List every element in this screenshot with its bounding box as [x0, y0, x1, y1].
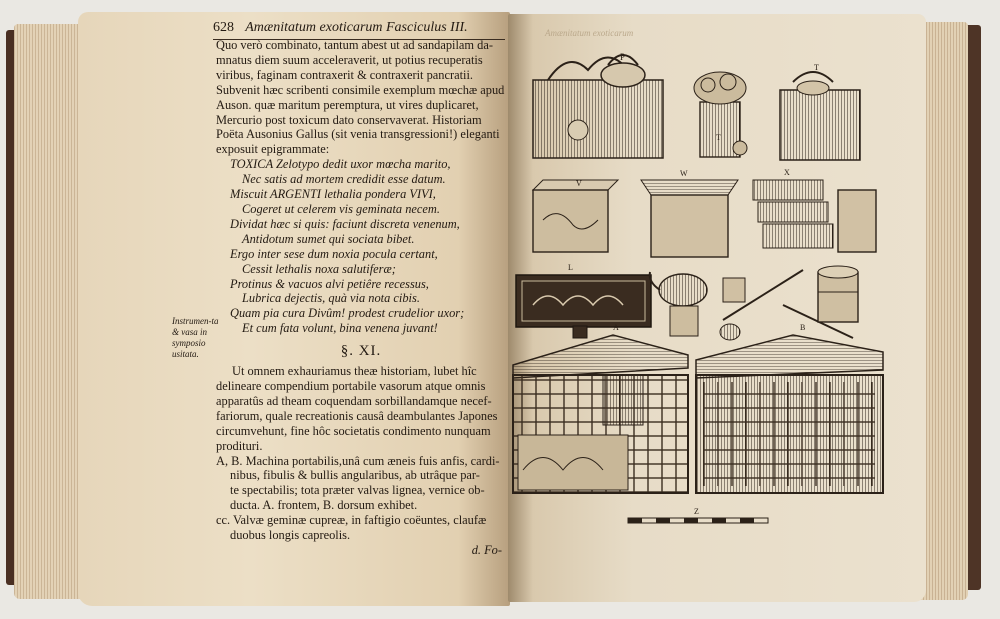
- text-line: delineare compendium portabile vasorum atque omnis: [216, 379, 486, 394]
- open-box-illustration: [641, 169, 738, 257]
- canister-illustration: [818, 266, 858, 322]
- poem-line: Antidotum sumet qui sociata bibet.: [242, 231, 415, 246]
- poem-line: Lubrica dejectis, quà via nota cibis.: [242, 291, 420, 306]
- plate-letter: W: [680, 169, 688, 178]
- plate-letter: A: [613, 323, 619, 332]
- left-page-text: [216, 38, 506, 558]
- margin-note: Instrumen-ta & vasa in symposio usitata.: [172, 316, 219, 359]
- item-line: cc. Valvæ geminæ cupreæ, in faftigio coëuntes, claufæ: [216, 513, 487, 528]
- section-heading: §. XI.: [340, 343, 382, 360]
- poem-line: Nec satis ad mortem credidit esse datum.: [242, 172, 446, 187]
- item-line: te spectabilis; tota præter valvas lignea, vernice ob-: [230, 483, 485, 498]
- item-line: duobus longis capreolis.: [230, 528, 351, 543]
- text-line: viribus, faginam contraxerit & contraxerit pancratii.: [216, 67, 474, 82]
- text-line: circumvehunt, fine hôc societatis condimento nunquam: [216, 423, 491, 438]
- plate-letter: T: [814, 63, 819, 72]
- poem-line: Cogeret ut celerem vis geminata necem.: [242, 201, 440, 216]
- plate-letter: V: [576, 179, 582, 188]
- plate-letter: X: [784, 168, 790, 177]
- portable-cabinet-front: [513, 323, 688, 493]
- poem-line: Ergo inter sese dum noxia pocula certant,: [230, 246, 438, 261]
- running-title: Amænitatum exoticarum Fasciculus III.: [245, 20, 468, 35]
- kettle-box-illustration: [780, 63, 860, 160]
- portable-cabinet-back: [696, 323, 883, 493]
- lidded-box-illustration: [533, 179, 618, 252]
- scale-bar: [628, 507, 768, 523]
- plate-letter: B: [800, 323, 806, 332]
- tea-stove-illustration: [533, 52, 663, 158]
- poem-line: Cessit lethalis noxa salutiferæ;: [242, 261, 396, 276]
- text-line: Ut omnem exhauriamus theæ historiam, lubet hîc: [232, 364, 477, 379]
- text-line: fariorum, quale recreationis causâ deambulantes Japones: [216, 408, 498, 423]
- text-line: apparatûs ad theam coquendam sorbillandamque necef-: [216, 393, 492, 408]
- item-line: ducta. A. frontem, B. dorsum exhibet.: [230, 498, 418, 513]
- catchword: d. Fo-: [471, 543, 502, 557]
- poem-line: Miscuit ARGENTI lethalia pondera VIVI,: [230, 187, 436, 202]
- text-line: Mercurio post toxicum dato conservaverat. Historiam: [216, 112, 482, 127]
- stacked-trays-illustration: [753, 168, 876, 252]
- text-line: Poëta Ausonius Gallus (sit venia transgressioni!) eleganti: [216, 127, 500, 142]
- poem-line: Protinus & vacuos alvi petiêre recessus,: [230, 276, 429, 291]
- plate-letter: P: [620, 52, 626, 62]
- flower-pot-illustration: [694, 72, 747, 157]
- text-line: prodituri.: [216, 438, 263, 453]
- poem-line: TOXICA Zelotypo dedit uxor mœcha marito,: [230, 157, 451, 172]
- engraved-plate: [508, 30, 918, 530]
- text-line: Quo verò combinato, tantum abest ut ad sandapilam da-: [216, 38, 493, 52]
- lacquer-tray-illustration: [516, 263, 651, 338]
- plate-letter: L: [568, 263, 573, 272]
- item-line: nibus, fibulis & bullis angularibus, ab utrâque par-: [230, 468, 480, 483]
- item-line: A, B. Machina portabilis,unâ cum æneis fuis anfis, cardi-: [216, 453, 500, 468]
- poem-line: Dividat hæc si quis: faciunt discreta venenum,: [230, 216, 460, 231]
- running-head: [213, 20, 505, 40]
- poem-line: Quam pia cura Divûm! prodest crudelior uxor;: [230, 306, 465, 321]
- text-line: mnatus diem suum acceleraverit, ut potius recuperatis: [216, 52, 483, 67]
- plate-heading: Amænitatum exoticarum: [545, 28, 634, 38]
- poem-line: Et cum fata volunt, bina venena juvant!: [242, 321, 438, 336]
- plate-letter: Z: [694, 507, 699, 516]
- text-line: exposuit epigrammate:: [216, 142, 330, 157]
- text-line: Subvenit hæc scribenti consimile exemplum mœchæ apud: [216, 82, 505, 97]
- text-line: Auson. quæ maritum peremptura, ut vires duplicaret,: [216, 97, 479, 112]
- plate-letter: T: [716, 133, 721, 142]
- page-number: 628: [213, 20, 234, 35]
